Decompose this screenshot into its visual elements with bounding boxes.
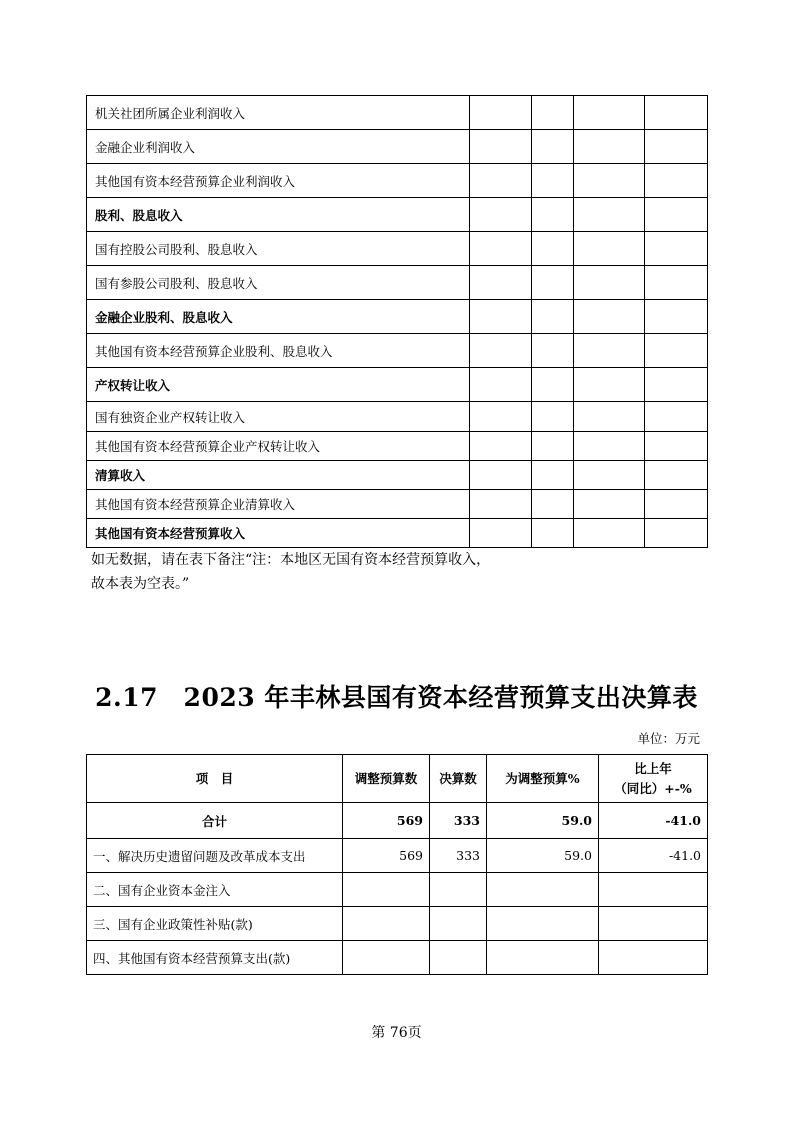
table-row [87,402,708,432]
value-cell [645,461,708,490]
yoy-cell [599,941,708,975]
table-row [87,519,708,548]
row-label: 产权转让收入 [87,368,470,402]
row-label: 四、其他国有资本经营预算支出(款) [87,941,343,975]
value-cell [574,519,645,548]
table-row [87,839,708,873]
header-yoy-line1: 比上年 [634,760,672,776]
value-cell [470,432,532,461]
value-cell [645,490,708,519]
value-cell [532,402,574,432]
adjusted-budget-cell [343,873,430,907]
table-row [87,432,708,461]
table-row [87,198,708,232]
row-label: 其他国有资本经营预算企业股利、股息收入 [87,334,470,368]
adjusted-budget-cell: 569 [343,803,430,839]
table-row-total [87,803,708,839]
row-label: 国有参股公司股利、股息收入 [87,266,470,300]
row-label: 二、国有企业资本金注入 [87,873,343,907]
value-cell [470,519,532,548]
final-account-cell [430,873,487,907]
value-cell [470,198,532,232]
table-row [87,130,708,164]
value-cell [574,334,645,368]
table-row [87,300,708,334]
final-account-cell: 333 [430,839,487,873]
value-cell [470,402,532,432]
value-cell [645,300,708,334]
value-cell [470,461,532,490]
value-cell [574,164,645,198]
pct-of-budget-cell [487,907,599,941]
page-number: 第 76页 [371,1025,422,1041]
table-row [87,941,708,975]
pct-of-budget-cell [487,873,599,907]
value-cell [645,130,708,164]
header-final-account: 决算数 [430,755,487,803]
row-label: 股利、股息收入 [87,198,470,232]
value-cell [574,198,645,232]
value-cell [532,266,574,300]
header-yoy-line2: （同比）+-% [614,780,692,796]
table-row [87,334,708,368]
value-cell [532,334,574,368]
value-cell [645,266,708,300]
row-label: 其他国有资本经营预算企业产权转让收入 [87,432,470,461]
adjusted-budget-cell [343,941,430,975]
table-row [87,266,708,300]
row-label: 其他国有资本经营预算收入 [87,519,470,548]
value-cell [532,198,574,232]
value-cell [574,368,645,402]
value-cell [532,130,574,164]
value-cell [470,300,532,334]
table-row [87,164,708,198]
row-label: 三、国有企业政策性补贴(款) [87,907,343,941]
value-cell [574,300,645,334]
value-cell [532,368,574,402]
value-cell [574,130,645,164]
value-cell [645,432,708,461]
row-label: 一、解决历史遗留问题及改革成本支出 [87,839,343,873]
value-cell [470,232,532,266]
value-cell [645,402,708,432]
value-cell [532,232,574,266]
value-cell [532,432,574,461]
unit-label: 单位：万元 [637,731,700,746]
yoy-cell [599,907,708,941]
table-row [87,490,708,519]
row-label: 金融企业股利、股息收入 [87,300,470,334]
value-cell [574,461,645,490]
value-cell [645,368,708,402]
value-cell [470,490,532,519]
pct-of-budget-cell [487,941,599,975]
value-cell [574,232,645,266]
value-cell [532,96,574,130]
value-cell [645,519,708,548]
value-cell [470,368,532,402]
final-account-cell [430,907,487,941]
row-label: 国有控股公司股利、股息收入 [87,232,470,266]
value-cell [470,334,532,368]
header-row [87,755,708,803]
value-cell [532,300,574,334]
yoy-cell: -41.0 [599,803,708,839]
table-row [87,461,708,490]
expenditure-table [86,754,708,975]
final-account-cell [430,941,487,975]
value-cell [532,490,574,519]
pct-of-budget-cell: 59.0 [487,839,599,873]
header-pct-of-budget: 为调整预算% [487,755,599,803]
adjusted-budget-cell [343,907,430,941]
value-cell [645,164,708,198]
table-row [87,232,708,266]
value-cell [574,402,645,432]
header-item: 项 目 [87,755,343,803]
adjusted-budget-cell: 569 [343,839,430,873]
value-cell [574,490,645,519]
table-row [87,368,708,402]
row-label: 其他国有资本经营预算企业清算收入 [87,490,470,519]
section-title: 2.17 2023 年丰林县国有资本经营预算支出决算表 [95,683,698,712]
row-label: 金融企业利润收入 [87,130,470,164]
value-cell [574,432,645,461]
table-row [87,907,708,941]
row-label: 合计 [87,803,343,839]
value-cell [574,266,645,300]
value-cell [645,232,708,266]
row-label: 机关社团所属企业利润收入 [87,96,470,130]
income-table [86,95,708,548]
pct-of-budget-cell: 59.0 [487,803,599,839]
row-label: 清算收入 [87,461,470,490]
final-account-cell: 333 [430,803,487,839]
header-adjusted-budget: 调整预算数 [343,755,430,803]
value-cell [645,96,708,130]
row-label: 其他国有资本经营预算企业利润收入 [87,164,470,198]
value-cell [470,164,532,198]
value-cell [645,334,708,368]
value-cell [470,130,532,164]
table-row [87,96,708,130]
value-cell [532,519,574,548]
value-cell [470,266,532,300]
header-yoy [599,755,708,803]
yoy-cell: -41.0 [599,839,708,873]
value-cell [470,96,532,130]
table-row [87,873,708,907]
yoy-cell [599,873,708,907]
value-cell [645,198,708,232]
value-cell [532,164,574,198]
value-cell [574,96,645,130]
row-label: 国有独资企业产权转让收入 [87,402,470,432]
value-cell [532,461,574,490]
table-note: 如无数据，请在表下备注“注：本地区无国有资本经营预算收入，故本表为空表。” [91,552,491,592]
